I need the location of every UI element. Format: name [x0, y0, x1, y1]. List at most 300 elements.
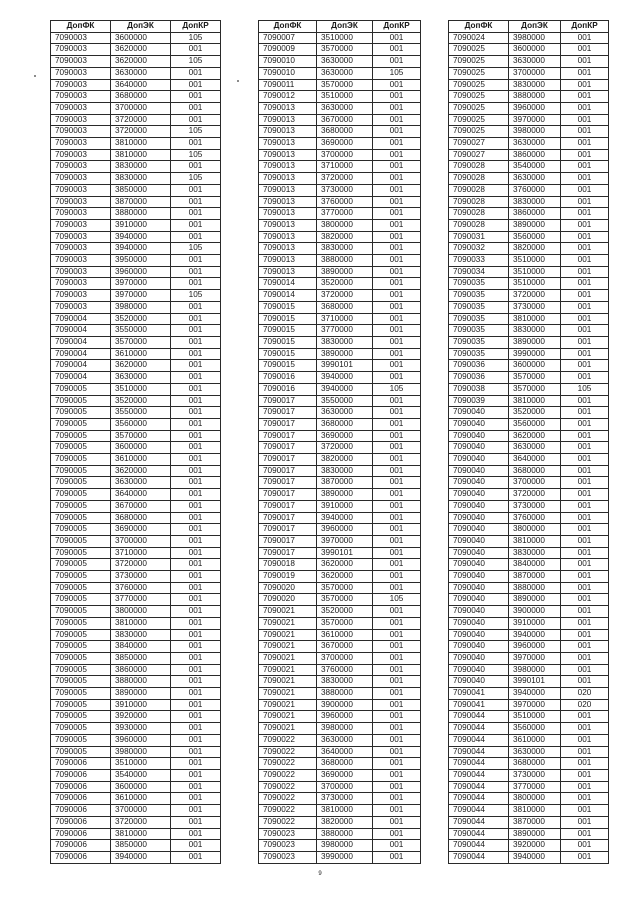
table-row	[259, 56, 421, 68]
fk-cell: 7090017	[259, 395, 317, 407]
table-row	[449, 79, 609, 91]
ek-cell: 3570000	[317, 44, 373, 56]
table-row	[449, 629, 609, 641]
table-row	[259, 512, 421, 524]
table-row	[259, 734, 421, 746]
page-number: 9	[318, 871, 322, 877]
ek-cell: 3720000	[111, 816, 171, 828]
ek-cell: 3980000	[111, 301, 171, 313]
kr-cell: 001	[373, 676, 421, 688]
ek-cell: 3810000	[111, 828, 171, 840]
ek-cell: 3560000	[509, 418, 561, 430]
kr-cell: 001	[373, 699, 421, 711]
fk-cell: 7090017	[259, 442, 317, 454]
kr-cell: 001	[171, 805, 221, 817]
table-row	[449, 442, 609, 454]
table-row	[449, 723, 609, 735]
ek-cell: 3550000	[111, 407, 171, 419]
column-header: ДопФК	[449, 21, 509, 33]
ek-cell: 3940000	[509, 629, 561, 641]
fk-cell: 7090005	[51, 454, 111, 466]
table-row	[449, 336, 609, 348]
fk-cell: 7090017	[259, 454, 317, 466]
fk-cell: 7090015	[259, 360, 317, 372]
kr-cell: 001	[171, 512, 221, 524]
fk-cell: 7090040	[449, 465, 509, 477]
ek-cell: 3960000	[111, 734, 171, 746]
column-header: ДопЭК	[509, 21, 561, 33]
fk-cell: 7090035	[449, 325, 509, 337]
kr-cell: 001	[561, 243, 609, 255]
kr-cell: 001	[171, 746, 221, 758]
fk-cell: 7090040	[449, 524, 509, 536]
kr-cell: 001	[561, 44, 609, 56]
table-row	[51, 173, 221, 185]
fk-cell: 7090005	[51, 582, 111, 594]
fk-cell: 7090017	[259, 524, 317, 536]
fk-cell: 7090033	[449, 255, 509, 267]
ek-cell: 3570000	[317, 617, 373, 629]
table-row	[259, 173, 421, 185]
kr-cell: 001	[561, 219, 609, 231]
table-row	[51, 442, 221, 454]
fk-cell: 7090013	[259, 149, 317, 161]
ek-cell: 3890000	[111, 688, 171, 700]
ek-cell: 3690000	[111, 524, 171, 536]
kr-cell: 001	[373, 524, 421, 536]
ek-cell: 3970000	[509, 699, 561, 711]
fk-cell: 7090021	[259, 676, 317, 688]
table-row	[259, 114, 421, 126]
table-row	[51, 793, 221, 805]
fk-cell: 7090006	[51, 793, 111, 805]
kr-cell: 001	[373, 208, 421, 220]
kr-cell: 001	[561, 828, 609, 840]
kr-cell: 001	[373, 442, 421, 454]
fk-cell: 7090003	[51, 56, 111, 68]
kr-cell: 001	[373, 149, 421, 161]
ek-cell: 3760000	[509, 184, 561, 196]
kr-cell: 001	[373, 126, 421, 138]
kr-cell: 001	[561, 208, 609, 220]
fk-cell: 7090044	[449, 723, 509, 735]
ek-cell: 3540000	[111, 770, 171, 782]
kr-cell: 001	[373, 535, 421, 547]
ek-cell: 3720000	[317, 442, 373, 454]
table-header-row	[51, 21, 221, 33]
ek-cell: 3640000	[111, 79, 171, 91]
fk-cell: 7090044	[449, 805, 509, 817]
scan-speck	[237, 80, 239, 82]
kr-cell: 001	[171, 851, 221, 863]
fk-cell: 7090040	[449, 418, 509, 430]
column-header: ДопКР	[373, 21, 421, 33]
fk-cell: 7090004	[51, 336, 111, 348]
ek-cell: 3940000	[509, 851, 561, 863]
kr-cell: 001	[171, 758, 221, 770]
ek-cell: 3730000	[111, 571, 171, 583]
kr-cell: 001	[171, 734, 221, 746]
fk-cell: 7090025	[449, 102, 509, 114]
fk-cell: 7090015	[259, 313, 317, 325]
fk-cell: 7090013	[259, 126, 317, 138]
fk-cell: 7090044	[449, 734, 509, 746]
table-row	[51, 114, 221, 126]
table-row	[51, 840, 221, 852]
ek-cell: 3680000	[509, 465, 561, 477]
ek-cell: 3510000	[317, 91, 373, 103]
ek-cell: 3600000	[111, 32, 171, 44]
table-row	[449, 418, 609, 430]
kr-cell: 105	[171, 126, 221, 138]
ek-cell: 3610000	[111, 793, 171, 805]
column-header: ДопКР	[171, 21, 221, 33]
table-row	[449, 641, 609, 653]
table-row	[51, 395, 221, 407]
fk-cell: 7090005	[51, 571, 111, 583]
table-row	[259, 688, 421, 700]
kr-cell: 001	[373, 758, 421, 770]
ek-cell: 3810000	[509, 395, 561, 407]
table-row	[259, 828, 421, 840]
table-row	[259, 430, 421, 442]
kr-cell: 001	[561, 770, 609, 782]
kr-cell: 001	[171, 840, 221, 852]
table-row	[51, 325, 221, 337]
ek-cell: 3890000	[317, 266, 373, 278]
fk-cell: 7090005	[51, 535, 111, 547]
table-row	[449, 278, 609, 290]
ek-cell: 3560000	[509, 723, 561, 735]
kr-cell: 001	[561, 266, 609, 278]
fk-cell: 7090003	[51, 102, 111, 114]
fk-cell: 7090044	[449, 758, 509, 770]
kr-cell: 001	[171, 336, 221, 348]
kr-cell: 001	[373, 547, 421, 559]
table-row	[51, 723, 221, 735]
ek-cell: 3980000	[317, 723, 373, 735]
ek-cell: 3880000	[111, 208, 171, 220]
table-row	[51, 582, 221, 594]
kr-cell: 001	[373, 91, 421, 103]
fk-cell: 7090019	[259, 571, 317, 583]
table-row	[259, 102, 421, 114]
table-row	[51, 372, 221, 384]
fk-cell: 7090022	[259, 793, 317, 805]
kr-cell: 001	[373, 840, 421, 852]
fk-cell: 7090025	[449, 126, 509, 138]
ek-cell: 3830000	[317, 336, 373, 348]
kr-cell: 001	[373, 688, 421, 700]
fk-cell: 7090005	[51, 723, 111, 735]
ek-cell: 3870000	[509, 571, 561, 583]
table-row	[259, 664, 421, 676]
kr-cell: 105	[171, 149, 221, 161]
ek-cell: 3710000	[317, 313, 373, 325]
table-row	[449, 196, 609, 208]
table-row	[51, 138, 221, 150]
kr-cell: 001	[171, 278, 221, 290]
kr-cell: 001	[561, 407, 609, 419]
column-header: ДопЭК	[317, 21, 373, 33]
kr-cell: 001	[561, 290, 609, 302]
kr-cell: 105	[171, 290, 221, 302]
table-row	[449, 266, 609, 278]
table-row	[259, 442, 421, 454]
table-row	[449, 465, 609, 477]
fk-cell: 7090040	[449, 430, 509, 442]
kr-cell: 001	[561, 196, 609, 208]
kr-cell: 001	[171, 266, 221, 278]
table-row	[449, 594, 609, 606]
ek-cell: 3810000	[509, 535, 561, 547]
table-row	[259, 407, 421, 419]
table-row	[449, 571, 609, 583]
fk-cell: 7090003	[51, 173, 111, 185]
table-row	[51, 547, 221, 559]
ek-cell: 3810000	[111, 138, 171, 150]
ek-cell: 3810000	[111, 617, 171, 629]
table-row	[259, 793, 421, 805]
table-row	[449, 44, 609, 56]
table-row	[259, 840, 421, 852]
ek-cell: 3850000	[111, 184, 171, 196]
fk-cell: 7090005	[51, 489, 111, 501]
kr-cell: 001	[561, 102, 609, 114]
kr-cell: 001	[373, 430, 421, 442]
kr-cell: 001	[171, 617, 221, 629]
fk-cell: 7090005	[51, 734, 111, 746]
table-row	[51, 243, 221, 255]
kr-cell: 001	[373, 231, 421, 243]
ek-cell: 3940000	[317, 383, 373, 395]
kr-cell: 001	[171, 208, 221, 220]
kr-cell: 001	[373, 32, 421, 44]
fk-cell: 7090028	[449, 219, 509, 231]
fk-cell: 7090028	[449, 184, 509, 196]
kr-cell: 001	[171, 582, 221, 594]
table-row	[449, 559, 609, 571]
table-row	[51, 617, 221, 629]
table-row	[51, 816, 221, 828]
fk-cell: 7090040	[449, 489, 509, 501]
ek-cell: 3720000	[317, 173, 373, 185]
table-row	[259, 535, 421, 547]
table-row	[449, 840, 609, 852]
fk-cell: 7090035	[449, 278, 509, 290]
kr-cell: 105	[171, 173, 221, 185]
kr-cell: 105	[171, 243, 221, 255]
kr-cell: 001	[373, 617, 421, 629]
table-row	[449, 243, 609, 255]
table-row	[51, 454, 221, 466]
ek-cell: 3900000	[317, 699, 373, 711]
ek-cell: 3690000	[317, 430, 373, 442]
fk-cell: 7090044	[449, 781, 509, 793]
table-header-row	[449, 21, 609, 33]
table-row	[449, 138, 609, 150]
ek-cell: 3800000	[317, 219, 373, 231]
table-row	[259, 746, 421, 758]
kr-cell: 001	[373, 301, 421, 313]
fk-cell: 7090013	[259, 138, 317, 150]
ek-cell: 3620000	[111, 56, 171, 68]
fk-cell: 7090022	[259, 770, 317, 782]
fk-cell: 7090013	[259, 102, 317, 114]
table-row	[449, 781, 609, 793]
fk-cell: 7090016	[259, 372, 317, 384]
ek-cell: 3760000	[509, 512, 561, 524]
table-row	[51, 91, 221, 103]
fk-cell: 7090005	[51, 688, 111, 700]
ek-cell: 3720000	[509, 489, 561, 501]
ek-cell: 3710000	[111, 547, 171, 559]
kr-cell: 001	[171, 500, 221, 512]
table-row	[259, 711, 421, 723]
table-row	[449, 208, 609, 220]
fk-cell: 7090005	[51, 395, 111, 407]
ek-cell: 3630000	[111, 477, 171, 489]
table-row	[259, 559, 421, 571]
ek-cell: 3510000	[317, 32, 373, 44]
ek-cell: 3560000	[509, 231, 561, 243]
fk-cell: 7090015	[259, 301, 317, 313]
fk-cell: 7090017	[259, 407, 317, 419]
kr-cell: 105	[561, 383, 609, 395]
ek-cell: 3980000	[509, 126, 561, 138]
ek-cell: 3960000	[509, 102, 561, 114]
kr-cell: 105	[373, 67, 421, 79]
table-row	[51, 606, 221, 618]
ek-cell: 3890000	[509, 336, 561, 348]
kr-cell: 001	[561, 793, 609, 805]
ek-cell: 3910000	[509, 617, 561, 629]
fk-cell: 7090044	[449, 816, 509, 828]
table-row	[449, 313, 609, 325]
column-header: ДопКР	[561, 21, 609, 33]
ek-cell: 3800000	[509, 793, 561, 805]
kr-cell: 001	[373, 313, 421, 325]
fk-cell: 7090003	[51, 208, 111, 220]
table-row	[449, 711, 609, 723]
ek-cell: 3870000	[509, 816, 561, 828]
kr-cell: 001	[561, 430, 609, 442]
fk-cell: 7090006	[51, 840, 111, 852]
fk-cell: 7090017	[259, 418, 317, 430]
fk-cell: 7090027	[449, 138, 509, 150]
ek-cell: 3630000	[509, 56, 561, 68]
fk-cell: 7090040	[449, 652, 509, 664]
table-row	[51, 770, 221, 782]
kr-cell: 001	[373, 664, 421, 676]
fk-cell: 7090040	[449, 617, 509, 629]
fk-cell: 7090003	[51, 32, 111, 44]
fk-cell: 7090022	[259, 758, 317, 770]
ek-cell: 3830000	[509, 79, 561, 91]
fk-cell: 7090040	[449, 641, 509, 653]
ek-cell: 3760000	[317, 196, 373, 208]
fk-cell: 7090005	[51, 477, 111, 489]
fk-cell: 7090040	[449, 582, 509, 594]
kr-cell: 001	[561, 161, 609, 173]
table-row	[449, 407, 609, 419]
fk-cell: 7090017	[259, 547, 317, 559]
fk-cell: 7090015	[259, 325, 317, 337]
table-row	[259, 758, 421, 770]
ek-cell: 3550000	[111, 325, 171, 337]
table-row	[259, 641, 421, 653]
fk-cell: 7090003	[51, 266, 111, 278]
table-row	[51, 711, 221, 723]
table-row	[51, 407, 221, 419]
ek-cell: 3700000	[317, 652, 373, 664]
kr-cell: 001	[171, 641, 221, 653]
kr-cell: 001	[373, 770, 421, 782]
kr-cell: 001	[373, 793, 421, 805]
fk-cell: 7090012	[259, 91, 317, 103]
ek-cell: 3980000	[111, 746, 171, 758]
kr-cell: 001	[373, 489, 421, 501]
ek-cell: 3770000	[317, 325, 373, 337]
table-row	[259, 816, 421, 828]
fk-cell: 7090021	[259, 711, 317, 723]
ek-cell: 3930000	[111, 723, 171, 735]
ek-cell: 3820000	[317, 454, 373, 466]
ek-cell: 3980000	[509, 32, 561, 44]
fk-cell: 7090009	[259, 44, 317, 56]
table-row	[51, 313, 221, 325]
table-row	[259, 255, 421, 267]
ek-cell: 3520000	[111, 395, 171, 407]
ek-cell: 3600000	[111, 781, 171, 793]
table-row	[259, 524, 421, 536]
ek-cell: 3570000	[317, 582, 373, 594]
table-row	[449, 582, 609, 594]
fk-cell: 7090005	[51, 383, 111, 395]
table-row	[51, 699, 221, 711]
kr-cell: 001	[373, 805, 421, 817]
table-row	[259, 44, 421, 56]
fk-cell: 7090010	[259, 67, 317, 79]
kr-cell: 001	[171, 547, 221, 559]
fk-cell: 7090005	[51, 606, 111, 618]
fk-cell: 7090004	[51, 360, 111, 372]
ek-cell: 3630000	[317, 734, 373, 746]
table-row	[259, 617, 421, 629]
table-row	[51, 559, 221, 571]
ek-cell: 3570000	[111, 336, 171, 348]
kr-cell: 001	[373, 723, 421, 735]
fk-cell: 7090013	[259, 243, 317, 255]
fk-cell: 7090040	[449, 547, 509, 559]
ek-cell: 3820000	[317, 231, 373, 243]
kr-cell: 001	[373, 290, 421, 302]
kr-cell: 001	[171, 699, 221, 711]
kr-cell: 001	[373, 582, 421, 594]
kr-cell: 001	[561, 301, 609, 313]
fk-cell: 7090020	[259, 582, 317, 594]
kr-cell: 105	[171, 32, 221, 44]
fk-cell: 7090013	[259, 219, 317, 231]
ek-cell: 3560000	[111, 418, 171, 430]
ek-cell: 3550000	[317, 395, 373, 407]
kr-cell: 001	[561, 465, 609, 477]
table-row	[449, 454, 609, 466]
ek-cell: 3870000	[111, 196, 171, 208]
fk-cell: 7090025	[449, 114, 509, 126]
kr-cell: 001	[171, 219, 221, 231]
ek-cell: 3840000	[111, 641, 171, 653]
